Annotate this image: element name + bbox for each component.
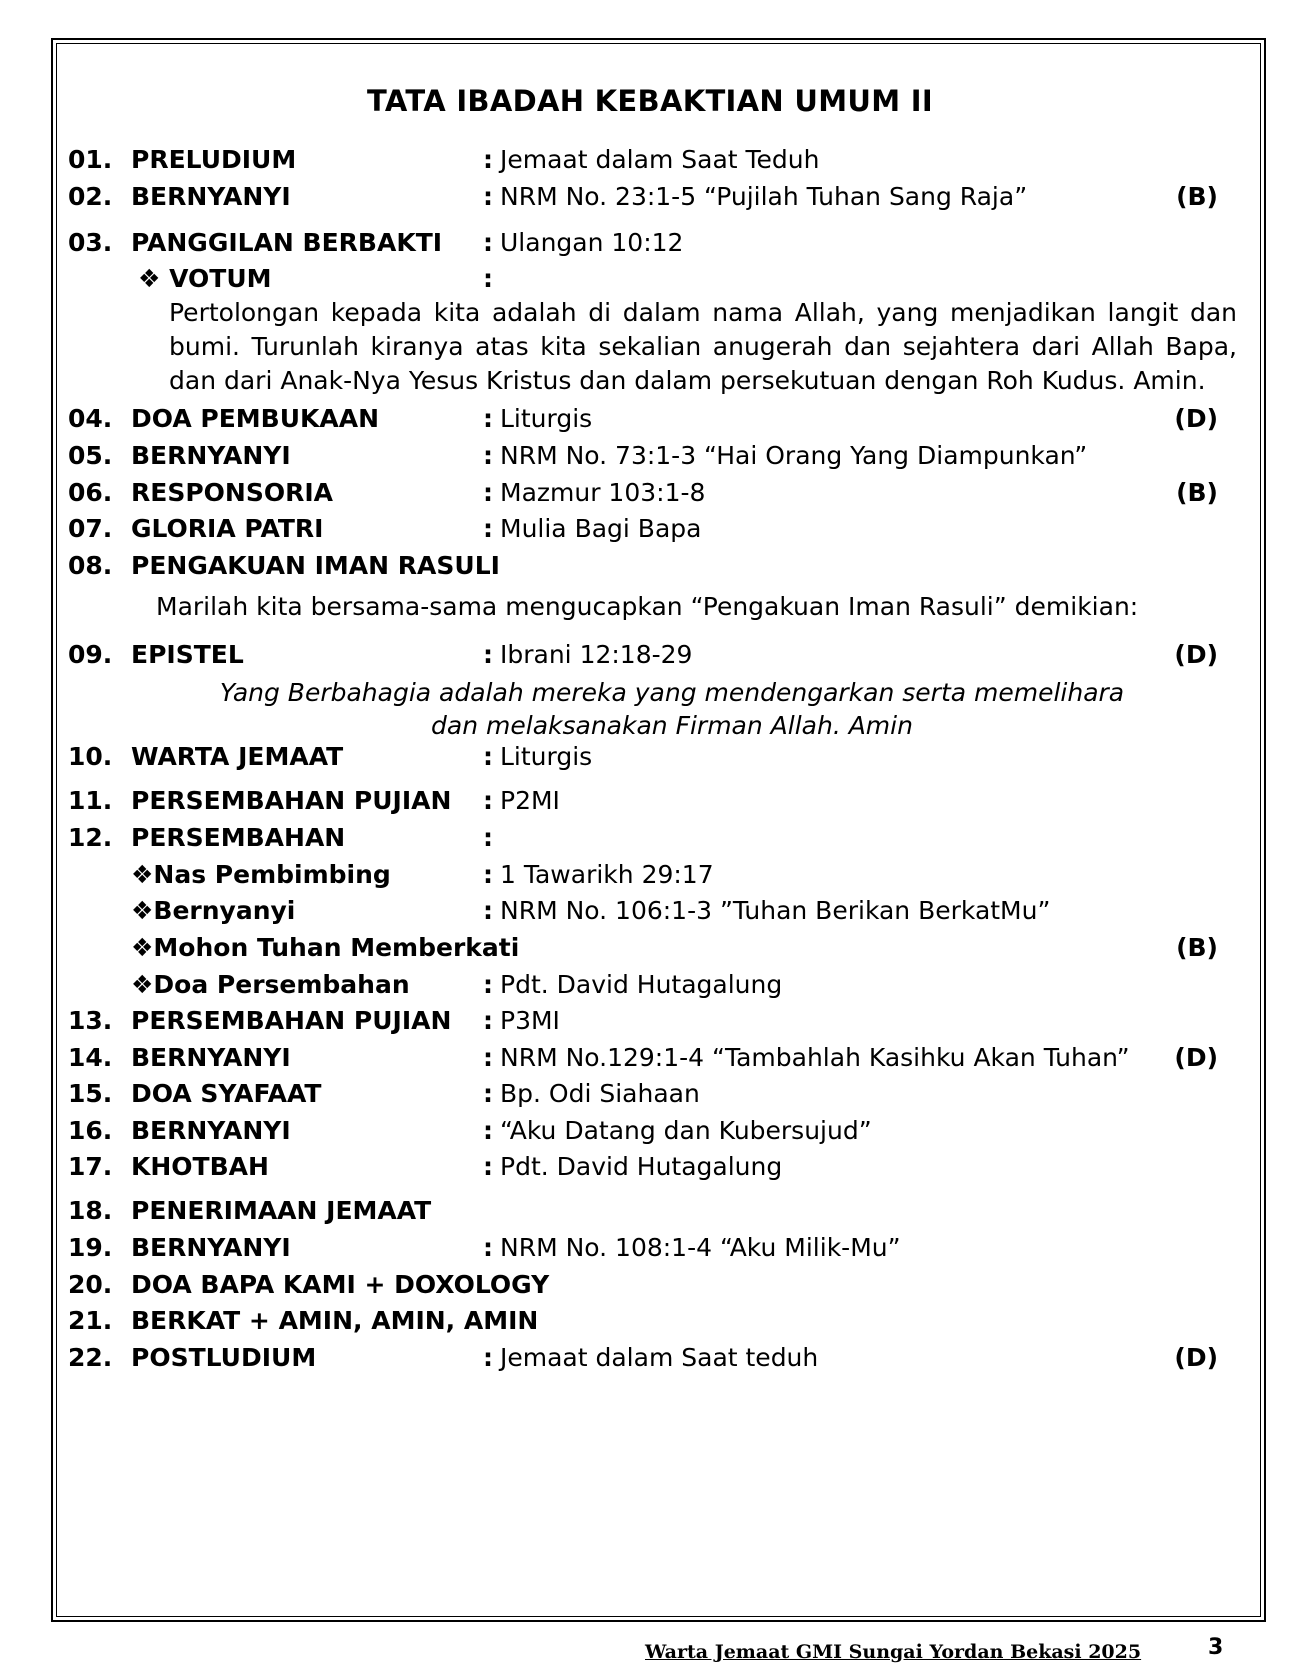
liturgy-item [0, 1114, 1300, 1148]
item-code: (B) [1176, 933, 1218, 962]
item-name: BERKAT + AMIN, AMIN, AMIN [131, 1306, 539, 1335]
item-colon: : [483, 145, 493, 174]
item-number: 22. [68, 1343, 113, 1372]
item-name: DOA BAPA KAMI + DOXOLOGY [131, 1270, 550, 1299]
item-value: NRM No. 73:1-3 “Hai Orang Yang Diampunkan” [500, 441, 1088, 470]
item-value: Jemaat dalam Saat Teduh [500, 145, 820, 174]
item-name: PENERIMAAN JEMAAT [131, 1196, 432, 1225]
item-value: Liturgis [500, 742, 593, 771]
item-name: POSTLUDIUM [131, 1343, 317, 1372]
item-number: 18. [68, 1196, 113, 1225]
liturgy-item [0, 784, 1300, 818]
liturgy-item [0, 226, 1300, 260]
item-value: Ibrani 12:18-29 [500, 640, 693, 669]
liturgy-item [0, 1077, 1300, 1111]
item-value: Pdt. David Hutagalung [500, 1152, 783, 1181]
liturgy-item [0, 1304, 1300, 1338]
liturgy-item [0, 512, 1300, 546]
item-number: 08. [68, 551, 113, 580]
item-value: Liturgis [500, 404, 593, 433]
item-name: PRELUDIUM [131, 145, 297, 174]
item-colon: : [483, 786, 493, 815]
item-value: P3MI [500, 1006, 560, 1035]
item-name: BERNYANYI [131, 441, 291, 470]
item-number: 12. [68, 823, 113, 852]
item-number: 13. [68, 1006, 113, 1035]
liturgy-item [0, 1341, 1300, 1375]
pengakuan-text: Marilah kita bersama-sama mengucapkan “Pengakuan Iman Rasuli” demikian: [156, 592, 1139, 621]
item-colon: : [483, 823, 493, 852]
item-colon: : [483, 441, 493, 470]
item-value: Mulia Bagi Bapa [500, 514, 702, 543]
item-name: ❖Nas Pembimbing [131, 860, 391, 889]
item-value: NRM No.129:1-4 “Tambahlah Kasihku Akan Tuhan” [500, 1043, 1130, 1072]
liturgy-item [0, 1004, 1300, 1038]
item-colon: : [483, 1343, 493, 1372]
item-number: 01. [68, 145, 113, 174]
item-name: ❖Mohon Tuhan Memberkati [131, 933, 520, 962]
item-colon: : [483, 640, 493, 669]
item-value: Jemaat dalam Saat teduh [500, 1343, 819, 1372]
item-value: NRM No. 106:1-3 ”Tuhan Berikan BerkatMu” [500, 896, 1051, 925]
page-title: TATA IBADAH KEBAKTIAN UMUM II [367, 84, 933, 118]
liturgy-item [0, 439, 1300, 473]
item-number: 02. [68, 182, 113, 211]
item-value: Pdt. David Hutagalung [500, 970, 783, 999]
item-number: 16. [68, 1116, 113, 1145]
item-name: DOA PEMBUKAAN [131, 404, 380, 433]
item-name: PENGAKUAN IMAN RASULI [131, 551, 500, 580]
item-number: 20. [68, 1270, 113, 1299]
item-name: GLORIA PATRI [131, 514, 324, 543]
liturgy-item [0, 143, 1300, 177]
item-name: ❖ VOTUM [138, 264, 272, 293]
item-value: “Aku Datang dan Kubersujud” [500, 1116, 872, 1145]
item-name: DOA SYAFAAT [131, 1079, 322, 1108]
item-number: 03. [68, 228, 113, 257]
item-colon: : [483, 1233, 493, 1262]
item-number: 07. [68, 514, 113, 543]
item-name: ❖Doa Persembahan [131, 970, 410, 999]
liturgy-item [0, 894, 1300, 928]
item-colon: : [483, 264, 493, 293]
page-number: 3 [1208, 1635, 1224, 1660]
item-code: (D) [1174, 1043, 1218, 1072]
item-name: EPISTEL [131, 640, 244, 669]
liturgy-item [0, 476, 1300, 510]
item-colon: : [483, 404, 493, 433]
item-value: Bp. Odi Siahaan [500, 1079, 700, 1108]
footer-text: Warta Jemaat GMI Sungai Yordan Bekasi 2025 [645, 1641, 1142, 1663]
liturgy-item [0, 1194, 1300, 1228]
item-colon: : [483, 1006, 493, 1035]
item-value: 1 Tawarikh 29:17 [500, 860, 714, 889]
liturgy-item [0, 1268, 1300, 1302]
epistel-quote-line2: dan melaksanakan Firman Allah. Amin [431, 711, 913, 740]
liturgy-item [0, 858, 1300, 892]
item-colon: : [483, 478, 493, 507]
item-name: PANGGILAN BERBAKTI [131, 228, 443, 257]
item-number: 17. [68, 1152, 113, 1181]
liturgy-item [0, 968, 1300, 1002]
item-number: 11. [68, 786, 113, 815]
item-colon: : [483, 182, 493, 211]
item-code: (B) [1176, 478, 1218, 507]
item-code: (D) [1174, 404, 1218, 433]
liturgy-item [0, 1150, 1300, 1184]
item-number: 05. [68, 441, 113, 470]
item-number: 09. [68, 640, 113, 669]
item-name: PERSEMBAHAN PUJIAN [131, 786, 452, 815]
epistel-quote-line1: Yang Berbahagia adalah mereka yang mendengarkan serta memelihara [219, 678, 1125, 707]
item-colon: : [483, 228, 493, 257]
item-value: P2MI [500, 786, 560, 815]
item-value: Ulangan 10:12 [500, 228, 684, 257]
item-name: BERNYANYI [131, 1043, 291, 1072]
item-colon: : [483, 1152, 493, 1181]
liturgy-item [0, 931, 1300, 965]
item-colon: : [483, 970, 493, 999]
item-number: 10. [68, 742, 113, 771]
liturgy-item [0, 638, 1300, 672]
item-colon: : [483, 1043, 493, 1072]
item-name: RESPONSORIA [131, 478, 333, 507]
item-number: 14. [68, 1043, 113, 1072]
item-value: NRM No. 108:1-4 “Aku Milik-Mu” [500, 1233, 901, 1262]
item-code: (D) [1174, 640, 1218, 669]
item-value: NRM No. 23:1-5 “Pujilah Tuhan Sang Raja” [500, 182, 1028, 211]
item-name: ❖Bernyanyi [131, 896, 296, 925]
liturgy-item [0, 740, 1300, 774]
item-name: BERNYANYI [131, 182, 291, 211]
liturgy-item [0, 1041, 1300, 1075]
item-name: WARTA JEMAAT [131, 742, 344, 771]
liturgy-item [0, 262, 1300, 296]
item-code: (D) [1174, 1343, 1218, 1372]
item-colon: : [483, 514, 493, 543]
item-number: 06. [68, 478, 113, 507]
liturgy-item [0, 549, 1300, 583]
item-colon: : [483, 1116, 493, 1145]
item-colon: : [483, 742, 493, 771]
item-name: BERNYANYI [131, 1233, 291, 1262]
item-value: Mazmur 103:1-8 [500, 478, 706, 507]
item-name: KHOTBAH [131, 1152, 269, 1181]
liturgy-item [0, 180, 1300, 214]
liturgy-item [0, 1231, 1300, 1265]
liturgy-item [0, 402, 1300, 436]
item-number: 19. [68, 1233, 113, 1262]
item-name: PERSEMBAHAN PUJIAN [131, 1006, 452, 1035]
item-colon: : [483, 860, 493, 889]
item-number: 04. [68, 404, 113, 433]
item-colon: : [483, 896, 493, 925]
item-number: 15. [68, 1079, 113, 1108]
item-name: PERSEMBAHAN [131, 823, 346, 852]
item-name: BERNYANYI [131, 1116, 291, 1145]
liturgy-item [0, 821, 1300, 855]
item-number: 21. [68, 1306, 113, 1335]
item-colon: : [483, 1079, 493, 1108]
item-code: (B) [1176, 182, 1218, 211]
votum-text: Pertolongan kepada kita adalah di dalam nama Allah, yang menjadikan langit dan bumi. Turunlah kiranya atas kita sekalian anugerah dan sejahtera dari Allah Bapa, dan dari Anak-Nya Yesus Kristus dan dalam persekutuan dengan Roh Kudus. Amin. [169, 298, 1237, 395]
